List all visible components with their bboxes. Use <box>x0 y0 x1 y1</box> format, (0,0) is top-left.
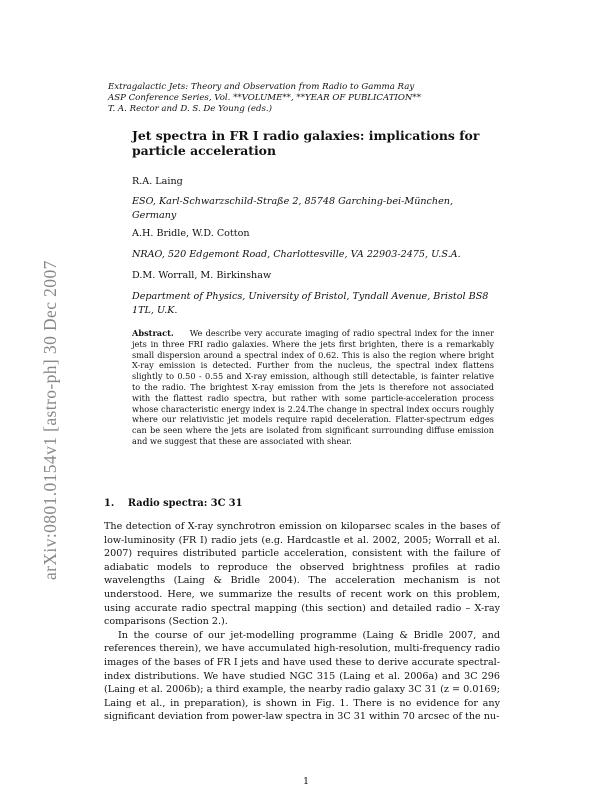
arxiv-identifier: arXiv:0801.0154v1 [astro-ph] 30 Dec 2007 <box>40 260 60 580</box>
conference-header <box>108 82 421 116</box>
author-names: R.A. Laing <box>132 176 183 187</box>
paragraph: In the course of our jet-modelling programme (Laing & Bridle 2007, and references therein), we have accumulated high-resolution, multi-frequency radio images of the bases of FR I jets and have used these to derive accurate spectral-index distributions. We have studied NGC 315 (Laing et al. 2006a) and 3C 296 (Laing et al. 2006b); a third example, the nearby radio galaxy 3C 31 (z = 0.0169; Laing et al., in preparation), is shown in Fig. 1. There is no evidence for any significant deviation from power-law spectra in 3C 31 within 70 arcsec of the nu- <box>104 629 500 723</box>
section-title: Radio spectra: 3C 31 <box>127 498 243 509</box>
abstract-label: Abstract. <box>132 328 174 338</box>
author-affiliation: ESO, Karl-Schwarzschild-Straße 2, 85748 Garching-bei-München, Germany <box>132 196 454 221</box>
page-number: 1 <box>302 776 310 787</box>
abstract-text: We describe very accurate imaging of radio spectral index for the inner jets in three FRI radio galaxies. Where the jets first brighten, there is a remarkably small dispersion around a spectral index of 0.62. This is also the region where bright X-ray emission is detected. Further from the nucleus, the spectral index flattens slightly to 0.50 - 0.55 and X-ray emission, although still detectable, is fainter relative to the radio. The brightest X-ray emission from the jets is therefore not associated with the flattest radio spectra, but rather with some particle-acceleration process whose characteristic energy index is 2.24.The change in spectral index occurs roughly where our relativistic jet models require rapid deceleration. Flatter-spectrum edges can be seen where the jets are isolated from significant surrounding diffuse emission and we suggest that these are associated with shear. <box>132 328 495 446</box>
header-line-1: Extragalactic Jets: Theory and Observation from Radio to Gamma Ray <box>108 82 415 92</box>
section-heading <box>104 498 242 509</box>
paper-title: Jet spectra in FR I radio galaxies: implications for particle acceleration <box>132 128 480 158</box>
body-text <box>104 520 500 724</box>
author-names: D.M. Worrall, M. Birkinshaw <box>132 270 272 281</box>
section-number: 1. <box>104 498 115 509</box>
author-affiliation: NRAO, 520 Edgemont Road, Charlottesville, VA 22903-2475, U.S.A. <box>132 249 461 260</box>
author-affiliation: Department of Physics, University of Bristol, Tyndall Avenue, Bristol BS8 1TL, U.K. <box>132 291 489 316</box>
abstract <box>132 328 494 447</box>
paragraph: The detection of X-ray synchrotron emission on kiloparsec scales in the bases of low-luminosity (FR I) radio jets (e.g. Hardcastle et al. 2002, 2005; Worrall et al. 2007) requires distributed particle acceleration, consistent with the failure of adiabatic models to reproduce the observed brightness profiles at radio wavelengths (Laing & Bridle 2004). The acceleration mechanism is not understood. Here, we summarize the results of recent work on this problem, using accurate radio spectral mapping (this section) and detailed radio – X-ray comparisons (Section 2.). <box>104 521 500 628</box>
header-line-2: ASP Conference Series, Vol. **VOLUME**, **YEAR OF PUBLICATION** <box>108 93 421 104</box>
author-names: A.H. Bridle, W.D. Cotton <box>132 228 250 239</box>
header-line-3: T. A. Rector and D. S. De Young (eds.) <box>108 104 272 115</box>
